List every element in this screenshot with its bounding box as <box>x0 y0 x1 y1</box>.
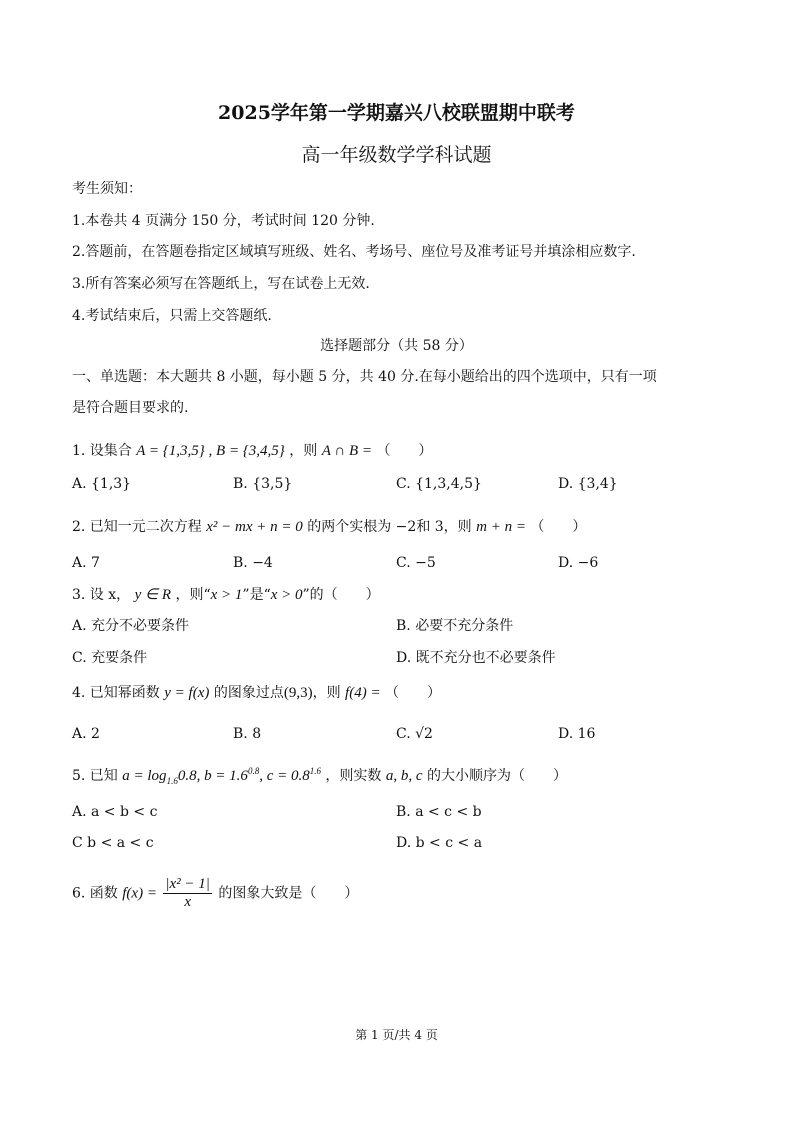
q6-suffix: 的图象大致是（ ） <box>218 885 359 902</box>
q5-option-d: D. b < c < a <box>396 835 483 851</box>
q1-option-b: B. {3,5} <box>233 476 293 492</box>
q4-suffix: （ ） <box>385 685 442 701</box>
q5-option-c: C b < a < c <box>72 835 154 851</box>
q1-prefix: 1. 设集合 <box>72 443 132 459</box>
question-1-stem <box>72 440 432 460</box>
q2-expression: m + n = <box>476 519 526 535</box>
notice-item-4: 4.考试结束后，只需上交答题纸. <box>72 308 272 324</box>
q1-option-c: C. {1,3,4,5} <box>396 476 482 492</box>
q2-option-c: C. −5 <box>396 555 436 571</box>
q3-premise: x > 1 <box>210 587 243 603</box>
q1-intersection: A ∩ B = <box>321 443 372 459</box>
q5-c-def: , c = 0.8 <box>259 768 310 784</box>
exam-title: 2025学年第一学期嘉兴八校联盟期中联考 <box>218 102 575 124</box>
q5-b-def: 0.8, b = 1.6 <box>177 768 248 784</box>
q3-option-d: D. 既不充分也不必要条件 <box>396 650 556 666</box>
q4-option-a: A. 2 <box>72 726 100 742</box>
page-footer: 第 1 页/共 4 页 <box>355 1028 438 1042</box>
q2-mid: 的两个实根为 −2和 3，则 <box>307 519 472 535</box>
q4-prefix: 4. 已知幂函数 <box>72 685 160 701</box>
q4-option-b: B. 8 <box>233 726 262 742</box>
q3-condition: y ∈ R <box>134 587 171 603</box>
q4-value: f(4) = <box>345 685 381 701</box>
q3-mid2: ”是“ <box>242 587 271 603</box>
q6-function: f(x) = <box>122 885 157 902</box>
q6-fraction <box>163 876 212 911</box>
q1-suffix: （ ） <box>376 443 433 459</box>
section-instructions-line1: 一、单选题：本大题共 8 小题，每小题 5 分，共 40 分.在每小题给出的四个选项中，只有一项 <box>72 369 657 385</box>
q1-mid: ，则 <box>289 443 318 459</box>
q5-prefix: 5. 已知 <box>72 768 118 784</box>
q5-b-exp: 0.8 <box>247 766 260 776</box>
notice-item-1: 1.本卷共 4 页满分 150 分，考试时间 120 分钟. <box>72 213 375 229</box>
q4-option-d: D. 16 <box>558 726 596 742</box>
q6-denominator: x <box>184 894 191 910</box>
question-4-stem <box>72 682 441 702</box>
q4-mid: 的图象过点 <box>213 685 284 701</box>
section-instructions-line2: 是符合题目要求的. <box>72 400 189 416</box>
q3-prefix: 3. 设 x， <box>72 587 131 603</box>
q5-suffix: 的大小顺序为（ ） <box>427 768 567 784</box>
q2-suffix: （ ） <box>530 519 587 535</box>
q2-prefix: 2. 已知一元二次方程 <box>72 519 202 535</box>
q4-mid2: ，则 <box>312 685 341 701</box>
q1-sets: A = {1,3,5} , B = {3,4,5} <box>136 443 285 459</box>
q5-c-exp: 1.6 <box>309 766 321 776</box>
q2-equation: x² − mx + n = 0 <box>206 519 303 535</box>
q2-option-b: B. −4 <box>233 555 273 571</box>
q2-option-a: A. 7 <box>72 555 100 571</box>
notice-item-2: 2.答题前，在答题卷指定区域填写班级、姓名、考场号、座位号及准考证号并填涂相应数字. <box>72 244 636 260</box>
q2-option-d: D. −6 <box>558 555 599 571</box>
q5-variables: a, b, c <box>385 768 423 784</box>
question-6-stem <box>72 876 358 911</box>
q6-prefix: 6. 函数 <box>72 885 118 902</box>
q5-option-b: B. a < c < b <box>396 804 482 820</box>
question-3-stem <box>72 584 380 604</box>
section-title: 选择题部分（共 58 分） <box>320 338 473 354</box>
q3-option-c: C. 充要条件 <box>72 650 148 666</box>
q1-option-a: A. {1,3} <box>72 476 132 492</box>
q5-log-base: 1.6 <box>166 776 178 786</box>
q5-mid: ，则实数 <box>325 768 382 784</box>
q4-point: (9,3) <box>283 685 313 701</box>
q3-option-b: B. 必要不充分条件 <box>396 618 514 634</box>
exam-subtitle: 高一年级数学学科试题 <box>301 144 492 166</box>
q3-conclusion: x > 0 <box>270 587 303 603</box>
q5-option-a: A. a < b < c <box>72 804 158 820</box>
q5-definitions <box>122 768 321 784</box>
q4-option-c: C. √2 <box>396 726 433 742</box>
q3-option-a: A. 充分不必要条件 <box>72 618 190 634</box>
q1-option-d: D. {3,4} <box>558 476 618 492</box>
q5-log: a = log <box>122 768 167 784</box>
question-2-stem <box>72 516 586 536</box>
q3-mid: ，则“ <box>175 587 211 603</box>
q4-function: y = f(x) <box>164 685 210 701</box>
q6-numerator: |x² − 1| <box>165 876 210 892</box>
notice-heading: 考生须知： <box>72 181 142 197</box>
notice-item-3: 3.所有答案必须写在答题纸上，写在试卷上无效. <box>72 276 370 292</box>
question-5-stem <box>72 765 567 786</box>
q3-suffix: ”的（ ） <box>302 587 380 603</box>
